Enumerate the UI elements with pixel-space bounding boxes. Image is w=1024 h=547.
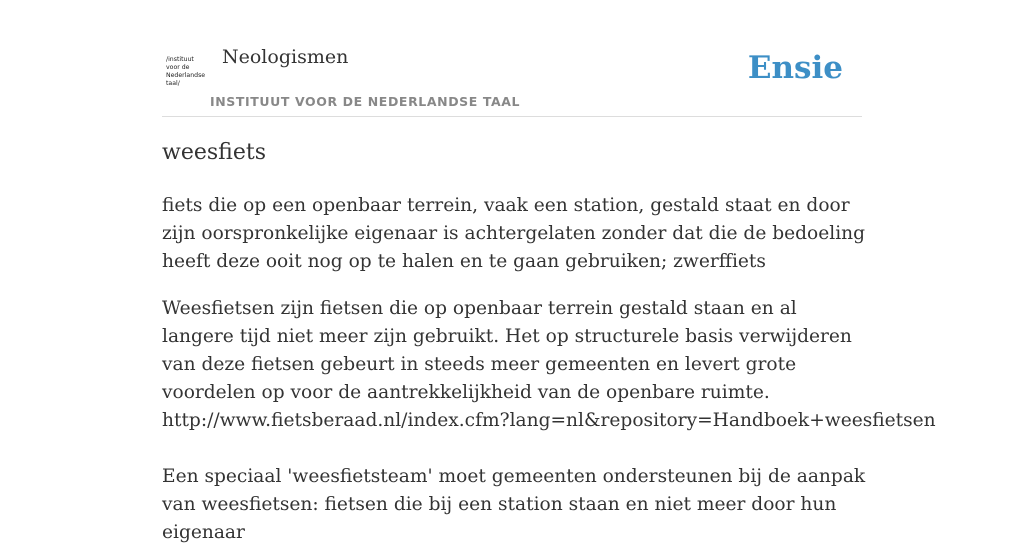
entry-headword: weesfiets [162, 140, 266, 165]
paragraph-spacer [162, 435, 867, 463]
site-header [162, 0, 862, 117]
logo-text-line: voor de [166, 64, 190, 71]
source-title[interactable]: Neologismen [222, 46, 349, 68]
ensie-logo[interactable]: Ensie [747, 50, 843, 86]
citation-text: Een speciaal 'weesfietsteam' moet gemeenten ondersteunen bij de aanpak van weesfietsen: fietsen die bij een station staan en niet meer door hun eigenaar [162, 466, 866, 543]
citation-text: Weesfietsen zijn fietsen die op openbaar terrein gestald staan en al langere tijd niet meer zijn gebruikt. Het op structurele basis verwijderen van deze fietsen gebeurt in steeds meer gemeenten en levert grote voordelen op voor de aantrekkelijkheid van de openbare ruimte. [162, 298, 852, 403]
citation-source-url: http://www.fietsberaad.nl/index.cfm?lang=nl&repository=Handboek+weesfietsen [162, 410, 936, 431]
logo-text-line: Nederlandse [166, 72, 206, 79]
entry-citations [162, 295, 936, 547]
source-publisher: INSTITUUT VOOR DE NEDERLANDSE TAAL [210, 94, 521, 109]
logo-text-line: /instituut [166, 56, 194, 63]
logo-text-line: taal/ [166, 80, 180, 87]
ivdnt-logo[interactable] [166, 56, 208, 90]
entry-definition: fiets die op een openbaar terrein, vaak een station, gestald staat en door zijn oorspronkelijke eigenaar is achtergelaten zonder dat die de bedoeling heeft deze ooit nog op te halen en te gaan gebruiken; zwerffiets [162, 195, 866, 272]
